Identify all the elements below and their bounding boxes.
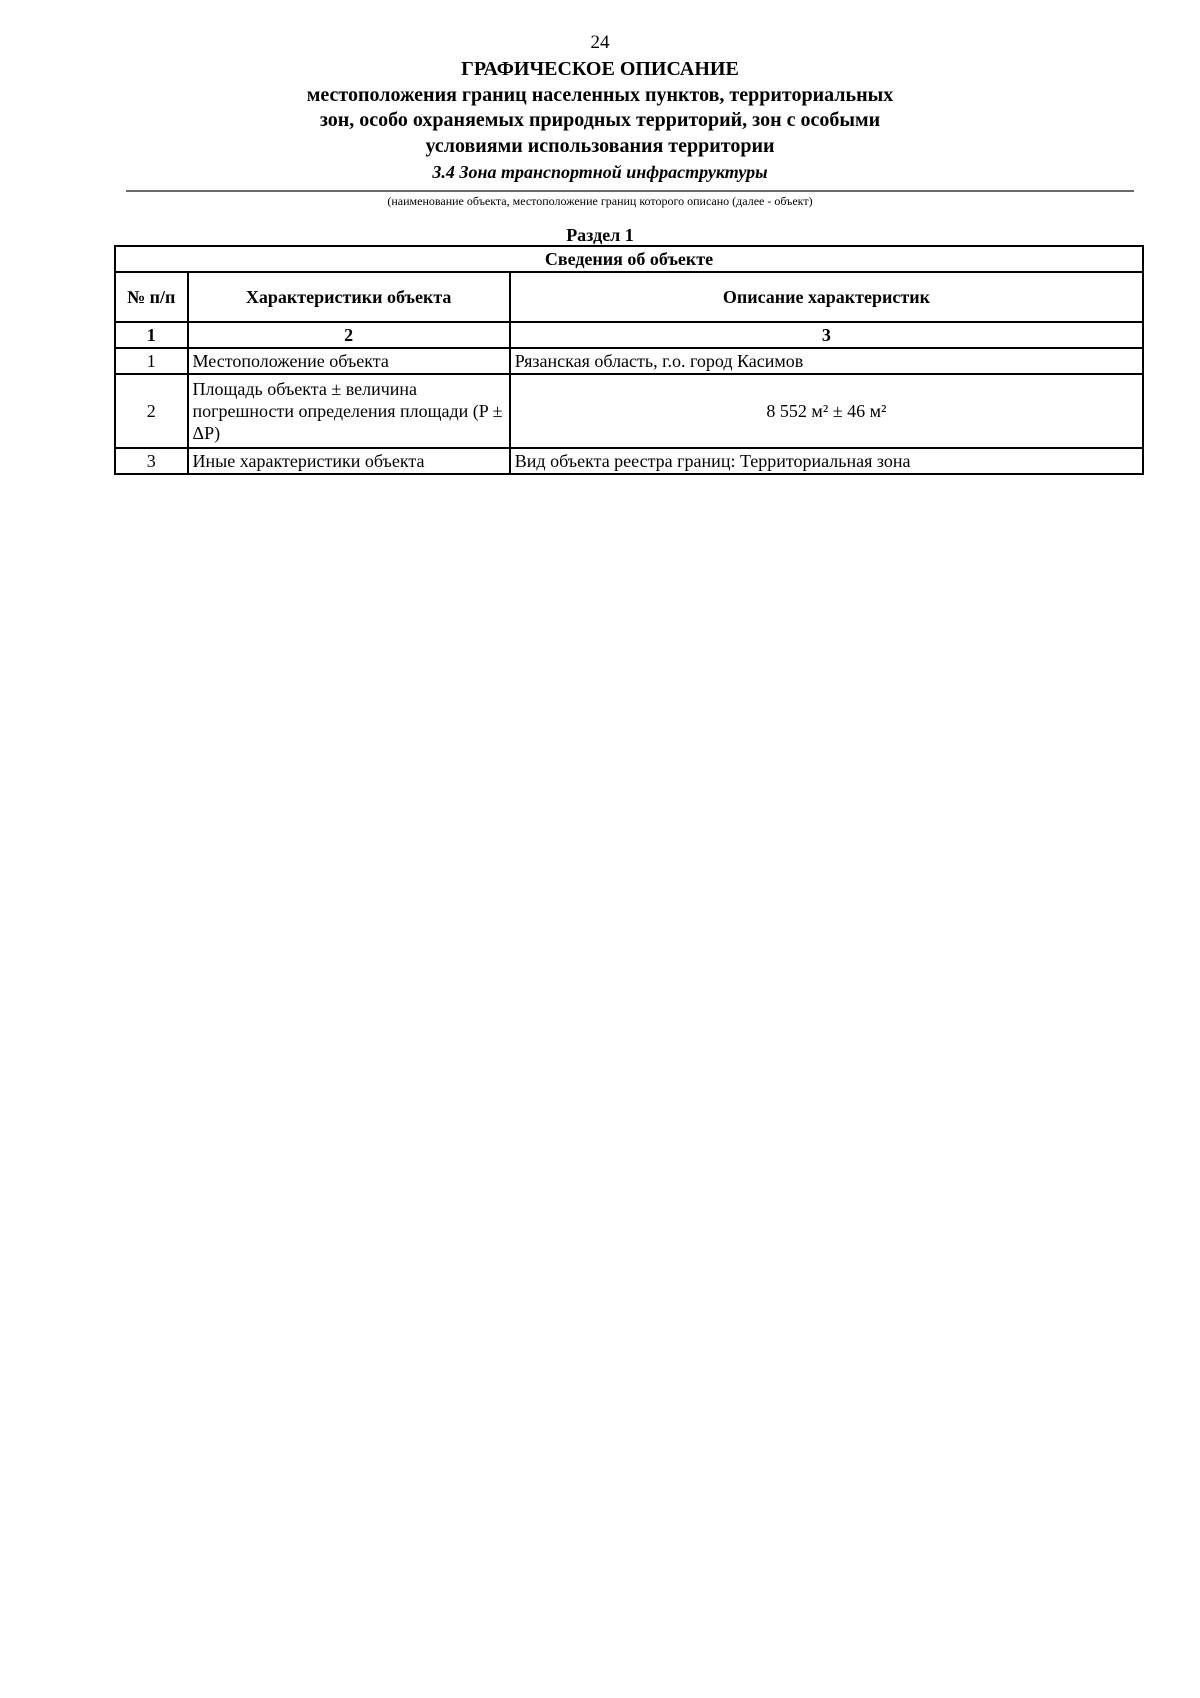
object-name-underline (126, 190, 1134, 192)
header-characteristics: Характеристики объекта (188, 272, 510, 322)
table-row (115, 448, 1143, 474)
row-characteristic: Площадь объекта ± величина погрешности определения площади (P ± ΔP) (188, 374, 510, 448)
title-line-3: условиями использования территории (425, 134, 775, 157)
column-numbers-row (115, 322, 1143, 348)
row-characteristic: Иные характеристики объекта (188, 448, 510, 474)
title-line-2: зон, особо охраняемых природных территорий, зон с особыми (319, 109, 881, 131)
title-line-1: местоположения границ населенных пунктов, территориальных (306, 83, 894, 106)
title-main: ГРАФИЧЕСКОЕ ОПИСАНИЕ (461, 58, 739, 80)
row-description: Вид объекта реестра границ: Территориальная зона (510, 448, 1143, 474)
row-num: 3 (115, 448, 188, 474)
object-name: 3.4 Зона транспортной инфраструктуры (432, 162, 768, 182)
table-title-row (115, 246, 1143, 272)
document-title (0, 57, 1200, 159)
header-description: Описание характеристик (510, 272, 1143, 322)
column-number: 3 (510, 322, 1143, 348)
page-number: 24 (590, 32, 610, 53)
row-characteristic: Местоположение объекта (188, 348, 510, 374)
row-num: 1 (115, 348, 188, 374)
table-row (115, 374, 1143, 448)
row-num: 2 (115, 374, 188, 448)
table-row (115, 348, 1143, 374)
object-caption: (наименование объекта, местоположение границ которого описано (далее - объект) (387, 194, 813, 208)
table-header-row (115, 272, 1143, 322)
row-description: Рязанская область, г.о. город Касимов (510, 348, 1143, 374)
column-number: 1 (115, 322, 188, 348)
column-number: 2 (188, 322, 510, 348)
header-num: № п/п (115, 272, 188, 322)
section-title: Раздел 1 (566, 225, 634, 245)
row-description: 8 552 м² ± 46 м² (510, 374, 1143, 448)
object-info-table (114, 245, 1144, 475)
table-title: Сведения об объекте (115, 246, 1143, 272)
